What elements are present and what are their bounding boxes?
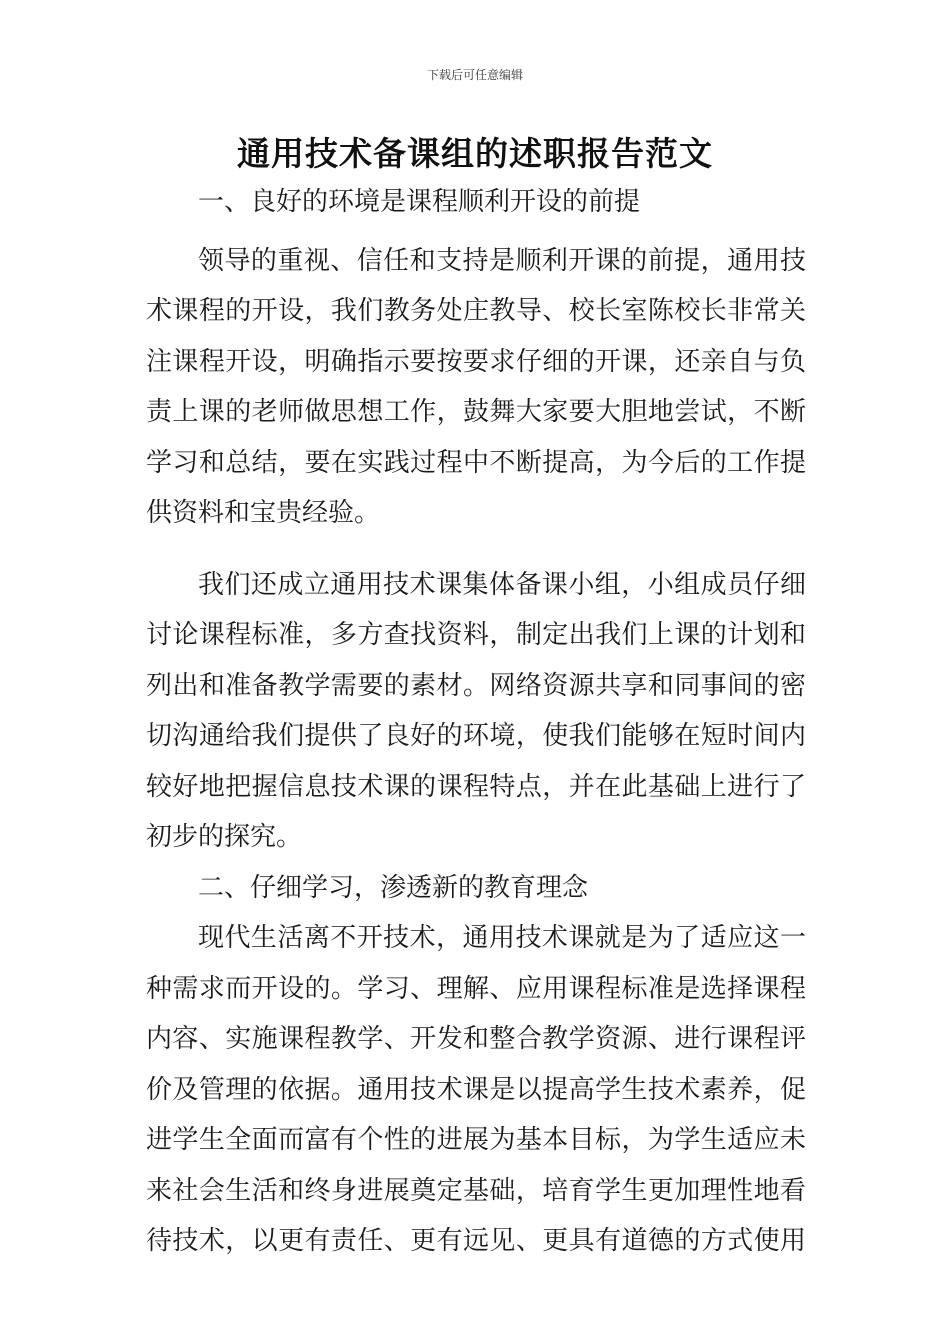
paragraph-2 <box>146 560 806 863</box>
paragraph-line: 内容、实施课程教学、开发和整合教学资源、进行课程评 <box>146 1024 806 1054</box>
paragraph-line: 讨论课程标准，多方查找资料，制定出我们上课的计划和 <box>146 620 806 650</box>
paragraph-line: 较好地把握信息技术课的课程特点，并在此基础上进行了 <box>146 771 806 802</box>
paragraph-line: 现代生活离不开技术，通用技术课就是为了适应这一 <box>198 923 806 953</box>
paragraph-line: 切沟通给我们提供了良好的环境，使我们能够在短时间内 <box>146 721 806 751</box>
paragraph-line: 责上课的老师做思想工作，鼓舞大家要大胆地尝试，不断 <box>146 397 806 427</box>
section-heading-1: 一、良好的环境是课程顺利开设的前提 <box>198 187 641 217</box>
paragraph-line: 进学生全面而富有个性的进展为基本目标，为学生适应未 <box>146 1125 806 1155</box>
paragraph-1 <box>146 236 806 539</box>
paragraph-line: 术课程的开设，我们教务处庄教导、校长室陈校长非常关 <box>146 296 806 326</box>
document-title: 通用技术备课组的述职报告范文 <box>237 134 713 173</box>
paragraph-line: 注课程开设，明确指示要按要求仔细的开课，还亲自与负 <box>146 346 806 377</box>
header-note: 下载后可任意编辑 <box>426 68 523 82</box>
paragraph-line: 价及管理的依据。通用技术课是以提高学生技术素养，促 <box>146 1074 806 1105</box>
paragraph-line: 初步的探究。 <box>146 822 303 852</box>
paragraph-line: 学习和总结，要在实践过程中不断提高，为今后的工作提 <box>146 447 806 478</box>
paragraph-line: 供资料和宝贵经验。 <box>146 498 381 528</box>
section-heading-2: 二、仔细学习，渗透新的教育理念 <box>198 872 589 903</box>
document-body <box>146 177 806 1267</box>
paragraph-3 <box>146 913 806 1267</box>
paragraph-line: 待技术，以更有责任、更有远见、更具有道德的方式使用 <box>146 1226 806 1256</box>
paragraph-line: 领导的重视、信任和支持是顺利开课的前提，通用技 <box>198 245 806 276</box>
paragraph-line: 列出和准备教学需要的素材。网络资源共享和同事间的密 <box>146 670 806 701</box>
paragraph-line: 来社会生活和终身进展奠定基础，培育学生更加理性地看 <box>146 1175 806 1206</box>
paragraph-line: 我们还成立通用技术课集体备课小组，小组成员仔细 <box>198 569 806 600</box>
paragraph-line: 种需求而开设的。学习、理解、应用课程标准是选择课程 <box>146 973 806 1004</box>
